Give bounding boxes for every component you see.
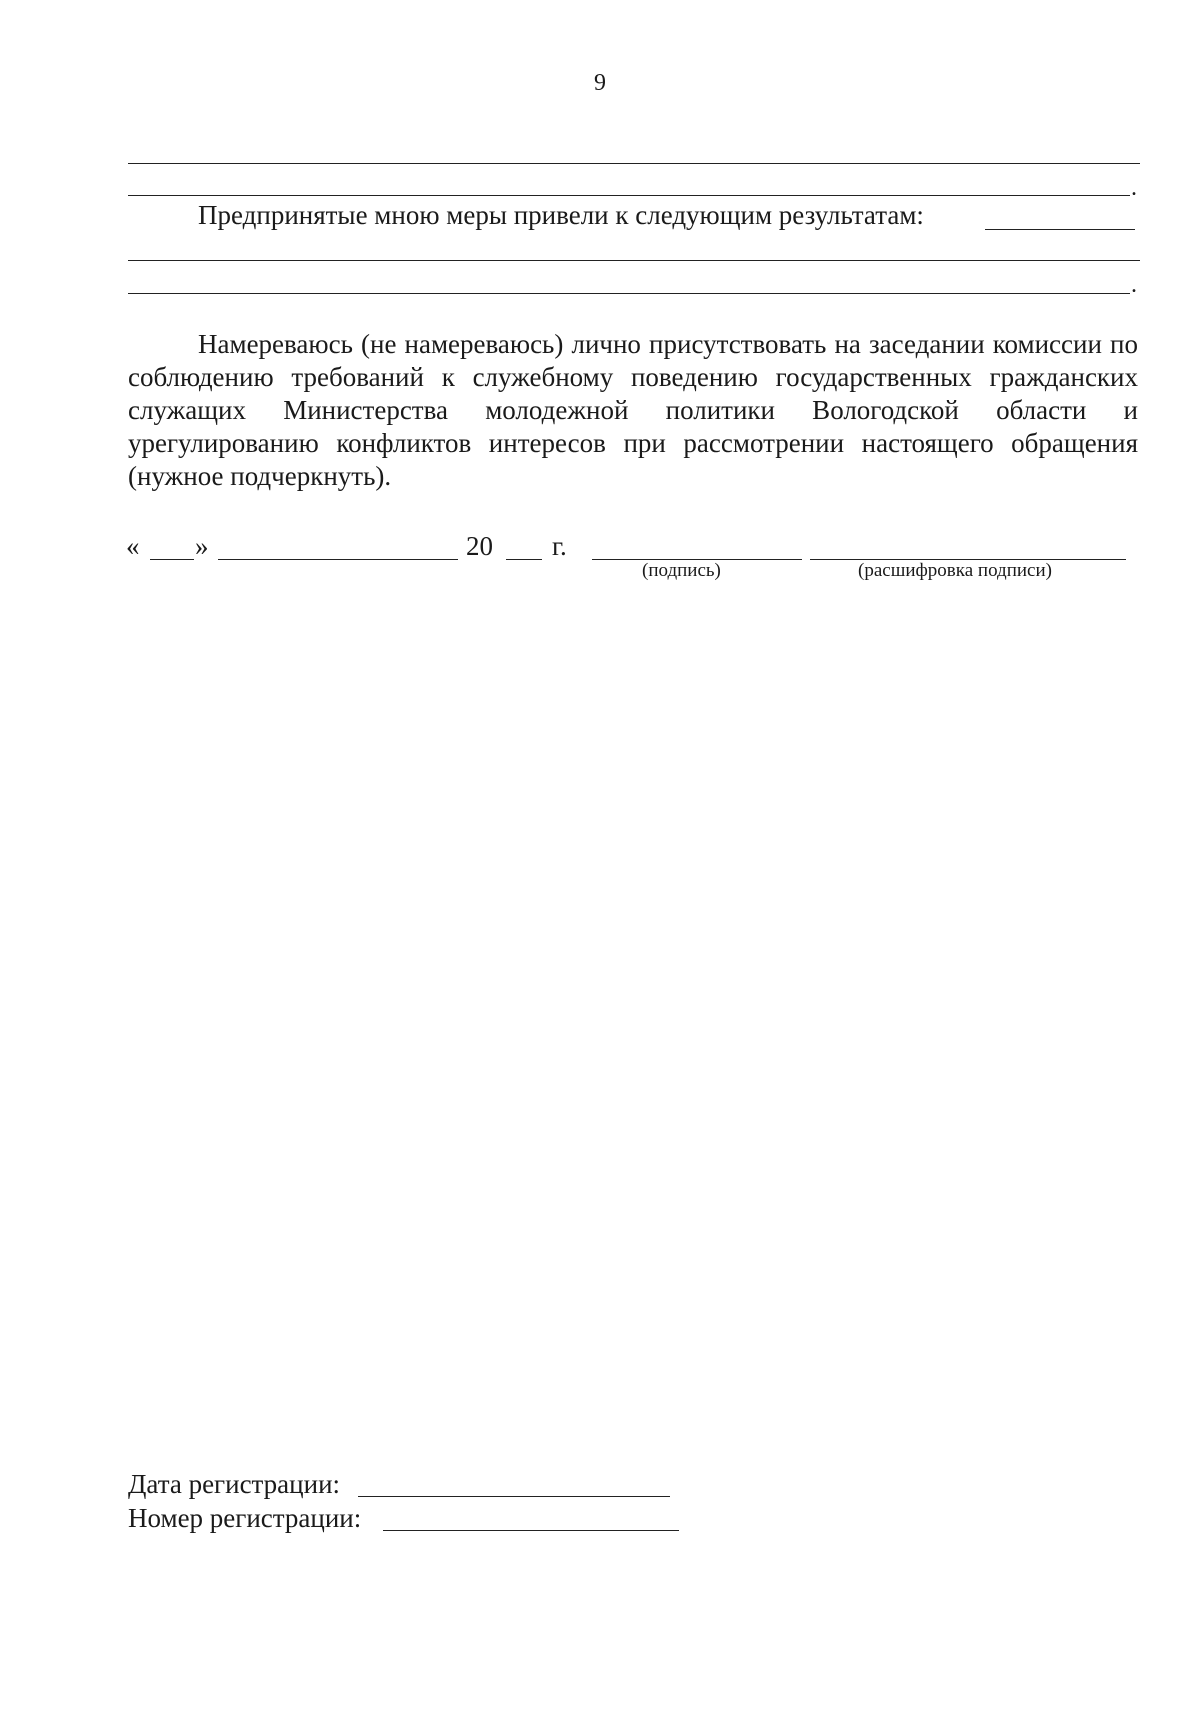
- page-number: 9: [594, 70, 606, 96]
- blank-line: [128, 163, 1140, 164]
- intent-paragraph: Намереваюсь (не намереваюсь) лично присутствовать на заседании комиссии по соблюдению требований к служебному поведению государственных гражданских служащих Министерства молодежной политики Вологодской области и урегулированию конфликтов интересов при рассмотрении настоящего обращения (нужное подчеркнуть).: [128, 329, 1138, 491]
- line-end-period: .: [1131, 272, 1137, 298]
- results-blank-line: [985, 229, 1135, 230]
- decryption-caption: (расшифровка подписи): [858, 560, 1052, 581]
- results-label: Предпринятые мною меры привели к следующим результатам:: [198, 200, 924, 230]
- year-prefix: 20: [466, 531, 493, 561]
- date-close-quote: »: [195, 531, 209, 561]
- date-open-quote: «: [126, 531, 140, 561]
- year-blank: [506, 559, 542, 560]
- blank-line: [128, 195, 1130, 196]
- signature-caption: (подпись): [642, 560, 721, 581]
- month-blank: [218, 559, 458, 560]
- registration-date-blank: [358, 1496, 670, 1497]
- blank-line: [128, 293, 1130, 294]
- year-suffix: г.: [552, 531, 567, 561]
- day-blank: [150, 559, 194, 560]
- blank-line: [128, 260, 1140, 261]
- registration-date-label: Дата регистрации:: [128, 1469, 341, 1499]
- registration-number-label: Номер регистрации:: [128, 1503, 362, 1533]
- line-end-period: .: [1131, 175, 1137, 201]
- registration-number-blank: [383, 1530, 679, 1531]
